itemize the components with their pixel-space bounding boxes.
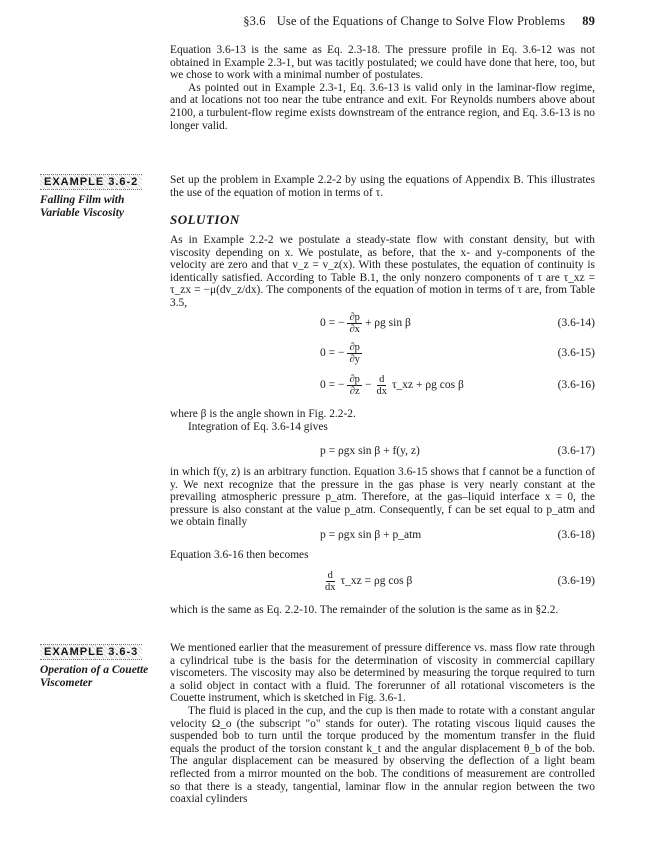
- eq16-lhs: 0 = −: [320, 379, 345, 391]
- intro-paragraph-2: As pointed out in Example 2.3-1, Eq. 3.6-13 is valid only in the laminar-flow regime, and at locations not too near the tube entrance and exit. For Reynolds numbers above about 2100, a turbulent-flow regime exists downstream of the entrance region, and Eq. 3.6-13 is no longer valid.: [170, 81, 595, 132]
- running-header: [170, 14, 595, 29]
- solution-heading: SOLUTION: [170, 212, 240, 227]
- example-2-statement: [170, 174, 595, 199]
- example-2-paragraph-7: which is the same as Eq. 2.2-10. The remainder of the solution is the same as in §2.2.: [170, 604, 559, 616]
- example-2-label: EXAMPLE 3.6-2: [40, 174, 142, 190]
- eq16-den1: ∂z: [349, 385, 360, 397]
- example-3-label: EXAMPLE 3.6-3: [40, 644, 142, 660]
- example-2-paragraph-2: As in Example 2.2-2 we postulate a steady-state flow with constant density, but with viscosity depending on x. We postulate, as before, that the x- and y-components of the velocity are zero and that v_z = v_z(x). With these postulates, the equation of continuity is identically satisfied. According to Table B.1, the only nonzero components of τ are τ_xz = τ_zx = −μ(dv_z/dx). The components of the equation of motion in terms of τ are, from Table 3.5,: [170, 234, 595, 309]
- eq15-number: (3.6-15): [557, 347, 595, 359]
- example-3-title: Operation of a Couette Viscometer: [40, 664, 149, 689]
- example-3-sidebar: [40, 642, 160, 690]
- solution-text: [170, 234, 595, 310]
- equation-3-6-15: [170, 338, 595, 368]
- example-3-text: [170, 642, 595, 806]
- eq14-rhs: + ρg sin β: [364, 317, 411, 329]
- after-eq18-text: [170, 549, 595, 562]
- equation-3-6-14: [170, 308, 595, 338]
- example-3-paragraph-1: We mentioned earlier that the measurement of pressure difference vs. mass flow rate through a cylindrical tube is the basis for the determination of viscosity in commercial capillary viscometers. The viscosity may also be determined by measuring the torque required to turn a solid object in contact with a fluid. The forerunner of all rotational viscometers is the Couette instrument, which is sketched in Fig. 3.6-1.: [170, 642, 595, 705]
- page-number: 89: [582, 14, 595, 28]
- example-2-title: Falling Film with Variable Viscosity: [40, 194, 125, 219]
- eq16-den2: dx: [376, 385, 387, 397]
- eq14-lhs: 0 = −: [320, 317, 345, 329]
- example-2-paragraph-5: in which f(y, z) is an arbitrary function. Equation 3.6-15 shows that f cannot be a function of y. We next recognize that the pressure in the gas phase is very nearly constant at the prevailing atmospheric pressure p_atm. Therefore, at the gas–liquid interface x = 0, the pressure is also constant at the value p_atm. Consequently, f can be set equal to p_atm and we obtain finally: [170, 466, 595, 529]
- eq14-den: ∂x: [349, 323, 360, 335]
- eq14-number: (3.6-14): [557, 317, 595, 329]
- eq16-num1: ∂p: [349, 373, 360, 385]
- eq17-expr: p = ρgx sin β + f(y, z): [320, 445, 420, 457]
- eq19-den: dx: [325, 581, 336, 593]
- eq16-num2: d: [379, 373, 385, 385]
- equation-3-6-19: [170, 566, 595, 596]
- eq15-num: ∂p: [349, 341, 360, 353]
- eq18-number: (3.6-18): [557, 529, 595, 541]
- example-2-paragraph-1: Set up the problem in Example 2.2-2 by using the equations of Appendix B. This illustrates the use of the equation of motion in terms of τ.: [170, 174, 595, 199]
- example-2-paragraph-4: Integration of Eq. 3.6-14 gives: [188, 420, 328, 433]
- after-eq16-text: [170, 408, 595, 433]
- eq18-expr: p = ρgx sin β + p_atm: [320, 529, 422, 541]
- example-2-sidebar: [40, 172, 160, 220]
- eq14-num: ∂p: [349, 311, 360, 323]
- eq16-mid: −: [364, 379, 372, 391]
- eq15-den: ∂y: [349, 353, 360, 365]
- header-section: §3.6: [243, 14, 266, 28]
- example-2-paragraph-3: where β is the angle shown in Fig. 2.2-2.: [170, 408, 356, 420]
- equation-3-6-17: [170, 436, 595, 466]
- example-3-paragraph-2: The fluid is placed in the cup, and the cup is then made to rotate with a constant angular velocity Ω_o (the subscript "o" stands for outer). The rotating viscous liquid causes the suspended bob to turn until the torque produced by the momentum transfer in the fluid equals the product of the torsion constant k_t and the angular displacement θ_b of the bob. The angular displacement can be measured by observing the deflection of a light beam reflected from a mirror mounted on the bob. The conditions of measurement are controlled so that there is a steady, tangential, laminar flow in the annular region between the two coaxial cylinders: [170, 704, 595, 806]
- equation-3-6-16: [170, 370, 595, 400]
- intro-paragraph-1: Equation 3.6-13 is the same as Eq. 2.3-18. The pressure profile in Eq. 3.6-12 was not obtained in Example 2.3-1, but was tacitly postulated; we could have done that here, too, but we chose to work with a minimal number of postulates.: [170, 44, 595, 82]
- eq19-num: d: [327, 569, 333, 581]
- example-2-paragraph-6: Equation 3.6-16 then becomes: [170, 549, 309, 561]
- equation-3-6-18: [170, 520, 595, 550]
- after-eq19-text: [170, 604, 595, 617]
- eq16-rhs: τ_xz + ρg cos β: [391, 379, 464, 391]
- eq16-number: (3.6-16): [557, 379, 595, 391]
- intro-block: [170, 44, 595, 132]
- header-title: Use of the Equations of Change to Solve Flow Problems: [276, 14, 566, 28]
- eq15-lhs: 0 = −: [320, 347, 345, 359]
- eq17-number: (3.6-17): [557, 445, 595, 457]
- eq19-number: (3.6-19): [557, 575, 595, 587]
- eq19-rhs: τ_xz = ρg cos β: [340, 575, 413, 587]
